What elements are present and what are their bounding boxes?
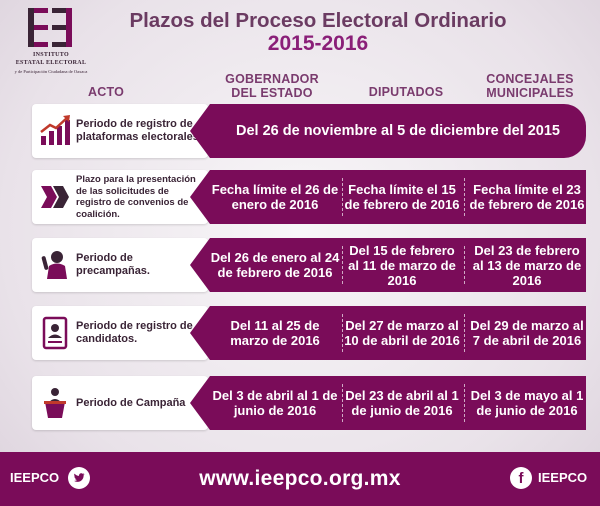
facebook-icon[interactable]: f bbox=[510, 467, 532, 489]
date-gobernador: Del 3 de abril al 1 de junio de 2016 bbox=[212, 388, 338, 418]
date-diputados: Del 15 de febrero al 11 de marzo de 2016 bbox=[348, 242, 456, 288]
footer-brand-left: IEEPCO bbox=[10, 470, 60, 485]
column-header-gobernador-line2: DEL ESTADO bbox=[231, 86, 313, 100]
column-header-acto: ACTO bbox=[88, 85, 124, 99]
column-separator bbox=[464, 314, 465, 352]
row-band-convenios-coalicion bbox=[210, 170, 586, 224]
row-card-registro-plataformas bbox=[32, 104, 208, 158]
row-label: Periodo de Campaña bbox=[76, 396, 186, 409]
column-header-concejales-line1: CONCEJALES bbox=[486, 72, 574, 86]
speaker-icon bbox=[38, 248, 72, 282]
row-band-registro-candidatos bbox=[210, 306, 586, 360]
column-separator bbox=[342, 246, 343, 284]
date-concejales: Del 29 de marzo al 7 de abril de 2016 bbox=[470, 318, 584, 348]
logo-line-1: INSTITUTO bbox=[33, 52, 69, 58]
column-header-concejales-line2: MUNICIPALES bbox=[486, 86, 574, 100]
date-gobernador: Del 11 al 25 de marzo de 2016 bbox=[230, 318, 320, 348]
footer-brand-right: IEEPCO bbox=[538, 470, 588, 485]
column-header-gobernador-line1: GOBERNADOR bbox=[225, 72, 319, 86]
column-header-gobernador bbox=[212, 72, 332, 100]
column-separator bbox=[342, 384, 343, 422]
date-diputados: Del 27 de marzo al 10 de abril de 2016 bbox=[344, 318, 460, 348]
row-card-convenios-coalicion bbox=[32, 170, 208, 224]
column-separator bbox=[342, 178, 343, 216]
row-label: Plazo para la presentación de las solicitudes de registro de convenios de coalición. bbox=[76, 174, 196, 220]
twitter-bird-glyph bbox=[68, 467, 90, 489]
row-card-precampanas bbox=[32, 238, 208, 292]
candidate-card-icon bbox=[38, 316, 72, 350]
row-card-registro-candidatos bbox=[32, 306, 208, 360]
row-card-campana bbox=[32, 376, 208, 430]
logo-line-2: ESTATAL ELECTORAL bbox=[15, 60, 87, 66]
growth-chart-icon bbox=[38, 114, 72, 148]
column-separator bbox=[464, 178, 465, 216]
date-concejales: Del 3 de mayo al 1 de junio de 2016 bbox=[470, 388, 584, 418]
page-subtitle: 2015-2016 bbox=[267, 32, 369, 55]
column-separator bbox=[464, 384, 465, 422]
website-url[interactable]: www.ieepco.org.mx bbox=[199, 467, 401, 490]
row-label: Periodo de registro de plataformas electorales. bbox=[76, 118, 202, 143]
row-band-precampanas bbox=[210, 238, 586, 292]
date-gobernador: Fecha límite el 26 de enero de 2016 bbox=[211, 182, 339, 212]
date-span-all-columns: Del 26 de noviembre al 5 de diciembre del 2015 bbox=[236, 123, 560, 139]
twitter-icon[interactable] bbox=[68, 467, 90, 489]
date-gobernador: Del 26 de enero al 24 de febrero de 2016 bbox=[210, 250, 340, 280]
date-diputados: Fecha límite el 15 de febrero de 2016 bbox=[344, 182, 460, 212]
coalition-icon bbox=[38, 180, 72, 214]
column-header-concejales bbox=[470, 72, 590, 100]
page-title: Plazos del Proceso Electoral Ordinario bbox=[129, 9, 507, 32]
date-concejales: Del 23 de febrero al 13 de marzo de 2016 bbox=[472, 242, 582, 288]
row-label: Periodo de registro de candidatos. bbox=[76, 320, 193, 345]
podium-icon bbox=[38, 386, 72, 420]
column-header-diputados: DIPUTADOS bbox=[368, 85, 444, 99]
date-concejales: Fecha límite el 23 de febrero de 2016 bbox=[469, 182, 585, 212]
row-label: Periodo de precampañas. bbox=[76, 252, 150, 277]
row-band-campana bbox=[210, 376, 586, 430]
date-diputados: Del 23 de abril al 1 de junio de 2016 bbox=[345, 388, 459, 418]
ieepco-logo bbox=[12, 6, 90, 78]
footer-bar bbox=[0, 452, 600, 506]
logo-line-3: y de Participación Ciudadana de Oaxaca bbox=[14, 69, 88, 74]
column-separator bbox=[342, 314, 343, 352]
logo-mark-icon bbox=[28, 8, 74, 48]
column-separator bbox=[464, 246, 465, 284]
row-band-registro-plataformas bbox=[210, 104, 586, 158]
